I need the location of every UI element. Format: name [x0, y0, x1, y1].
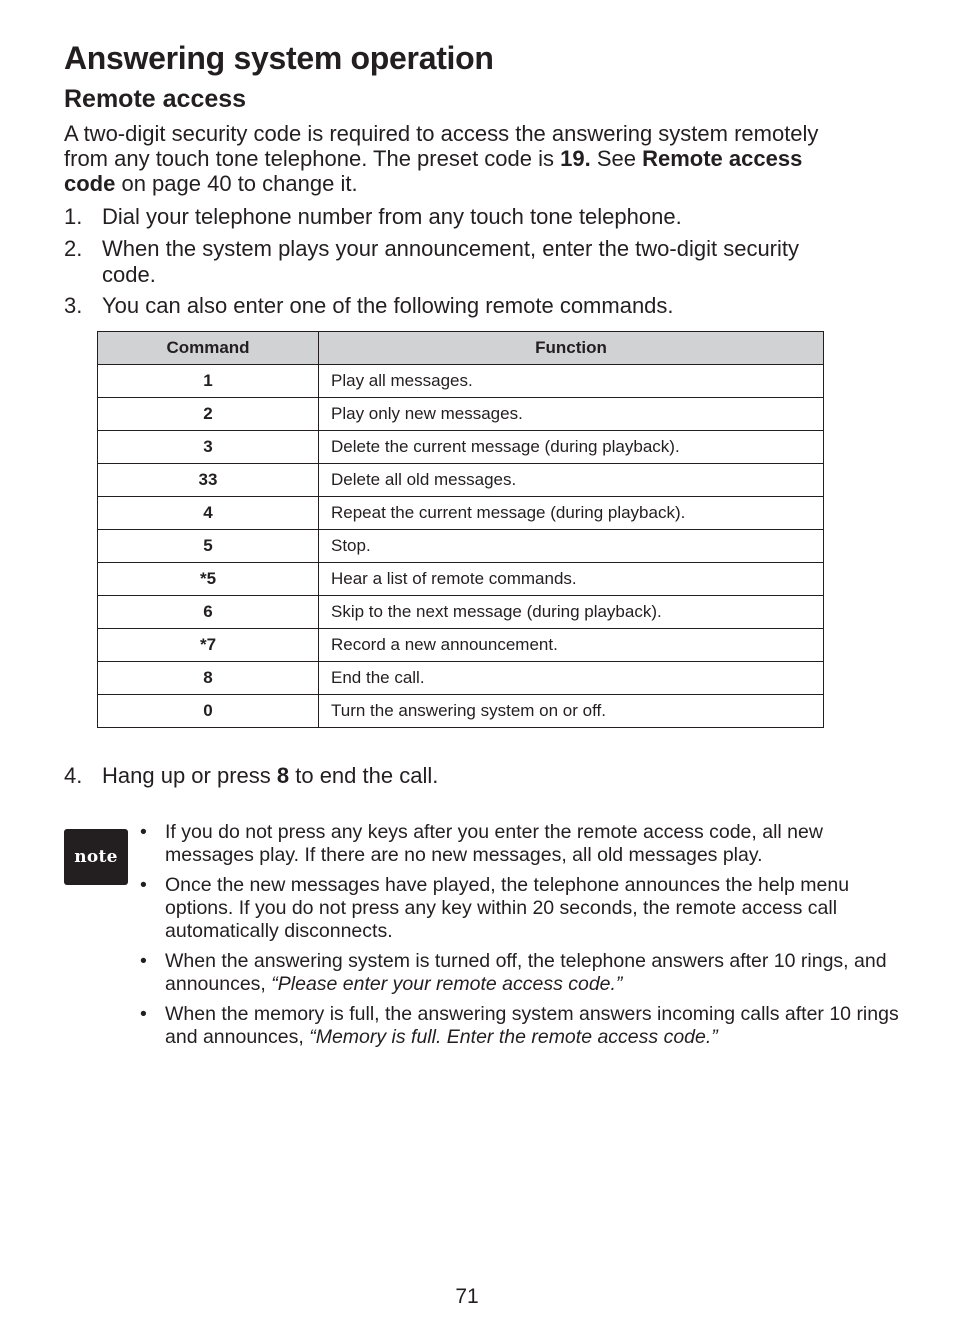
command-cell: 3: [98, 431, 319, 464]
remote-commands-table: [97, 331, 824, 728]
table-row: [98, 464, 824, 497]
table-row: [98, 596, 824, 629]
list-item: [140, 1003, 900, 1049]
function-cell: Play only new messages.: [319, 398, 824, 431]
table-row: [98, 365, 824, 398]
step-text: Dial your telephone number from any touch tone telephone.: [102, 204, 682, 229]
list-item: [140, 821, 900, 867]
step-4: [64, 763, 824, 789]
table-row: [98, 431, 824, 464]
step-text: When the system plays your announcement, enter the two-digit security code.: [102, 236, 800, 287]
command-cell: 5: [98, 530, 319, 563]
intro-paragraph: [64, 121, 824, 196]
intro-text-3: on page 40 to change it.: [115, 171, 358, 196]
step-3: [64, 293, 824, 319]
command-cell: 0: [98, 695, 319, 728]
note-quote: “Please enter your remote access code.”: [271, 973, 623, 995]
step-2: [64, 236, 824, 288]
column-header-function: Function: [319, 332, 824, 365]
page-title: Answering system operation: [64, 40, 494, 76]
bullet-icon: •: [140, 821, 147, 843]
bullet-icon: •: [140, 874, 147, 896]
command-cell: 8: [98, 662, 319, 695]
note-icon: [64, 829, 128, 885]
step-1: [64, 204, 824, 230]
notes-list: [140, 821, 900, 1056]
function-cell: Repeat the current message (during playback).: [319, 497, 824, 530]
table-row: [98, 563, 824, 596]
end-call-key: 8: [276, 763, 290, 788]
remote-access-code-reference: Remote access code: [64, 146, 803, 196]
function-cell: Delete the current message (during playback).: [319, 431, 824, 464]
note-text: When the memory is full, the answering system answers incoming calls after 10 rings and announces,: [165, 1003, 899, 1048]
bullet-icon: •: [140, 1003, 147, 1025]
step-number: 3.: [64, 293, 83, 318]
function-cell: End the call.: [319, 662, 824, 695]
section-heading: Remote access: [64, 85, 247, 113]
note-text: Once the new messages have played, the telephone announces the help menu options. If you do not press any key within 20 seconds, the remote access call automatically disconnects.: [165, 874, 850, 942]
command-cell: 33: [98, 464, 319, 497]
step-number: 1.: [64, 204, 83, 229]
list-item: [140, 950, 900, 996]
function-cell: Record a new announcement.: [319, 629, 824, 662]
intro-text-1: A two-digit security code is required to access the answering system remotely from any touch tone telephone. The preset code is: [64, 121, 819, 171]
bullet-icon: •: [140, 950, 147, 972]
table-row: [98, 662, 824, 695]
function-cell: Turn the answering system on or off.: [319, 695, 824, 728]
table-row: [98, 497, 824, 530]
command-cell: 6: [98, 596, 319, 629]
command-cell: 4: [98, 497, 319, 530]
list-item: [140, 874, 900, 943]
table-row: [98, 398, 824, 431]
table-row: [98, 530, 824, 563]
step-4-text-2: to end the call.: [289, 763, 439, 788]
command-cell: *5: [98, 563, 319, 596]
step-number: 4.: [64, 763, 83, 788]
table-row: [98, 695, 824, 728]
note-label: note: [74, 847, 118, 867]
preset-code: 19.: [560, 146, 591, 171]
column-header-command: Command: [98, 332, 319, 365]
step-text: You can also enter one of the following remote commands.: [102, 293, 674, 318]
function-cell: Skip to the next message (during playback).: [319, 596, 824, 629]
page-number: 71: [455, 1285, 479, 1308]
command-cell: *7: [98, 629, 319, 662]
function-cell: Play all messages.: [319, 365, 824, 398]
function-cell: Delete all old messages.: [319, 464, 824, 497]
note-text: When the answering system is turned off, the telephone answers after 10 rings, and announces,: [165, 950, 887, 995]
step-text: [102, 763, 824, 789]
command-cell: 2: [98, 398, 319, 431]
function-cell: Stop.: [319, 530, 824, 563]
table-row: [98, 629, 824, 662]
command-cell: 1: [98, 365, 319, 398]
table-header-row: [98, 332, 824, 365]
function-cell: Hear a list of remote commands.: [319, 563, 824, 596]
note-quote: “Memory is full. Enter the remote access code.”: [309, 1026, 718, 1048]
note-text: If you do not press any keys after you enter the remote access code, all new messages play. If there are no new messages, all old messages play.: [165, 821, 823, 866]
step-4-text-1: Hang up or press: [102, 763, 277, 788]
step-number: 2.: [64, 236, 83, 261]
intro-text-2: See: [590, 146, 643, 171]
